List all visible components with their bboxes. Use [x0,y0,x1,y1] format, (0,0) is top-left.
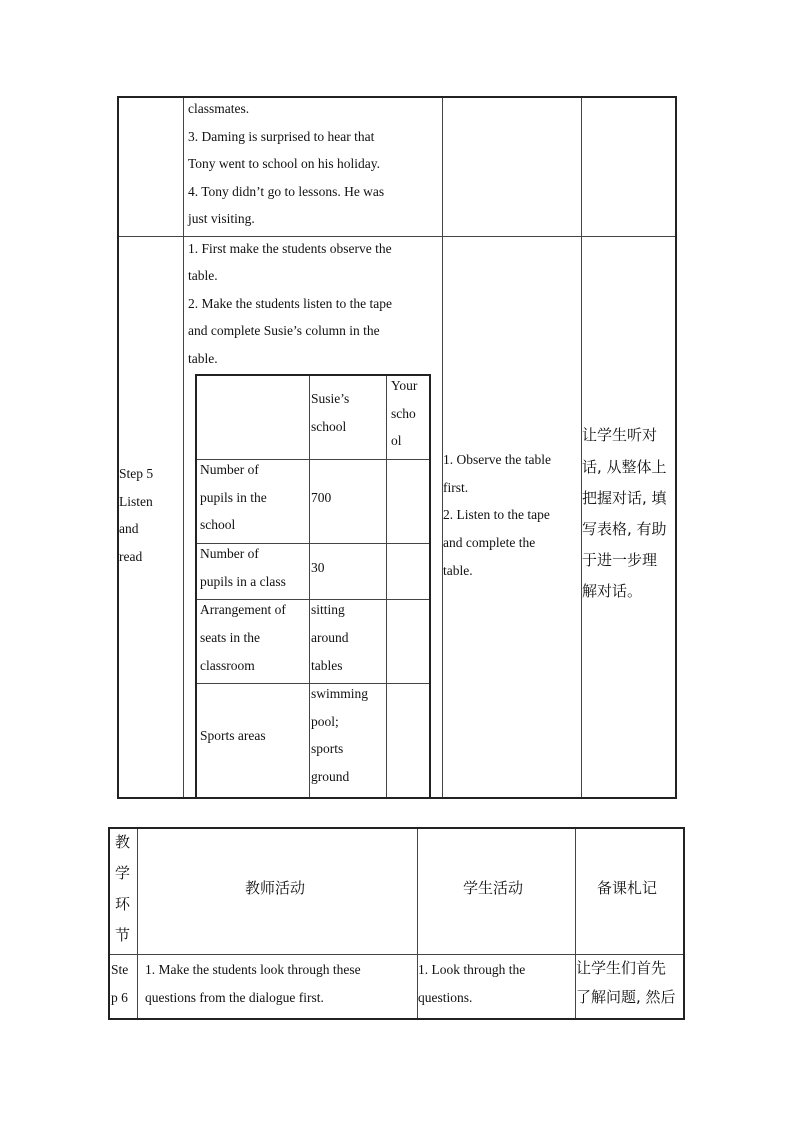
text-line: classmates. [188,101,250,116]
text-line: 1. Look through the [418,962,526,977]
text-line: 解对话。 [582,582,643,600]
column-header: school [311,419,347,434]
text-line: table. [188,351,218,366]
row-value: sitting [311,602,345,617]
column-divider [183,98,184,797]
text-line: table. [443,563,473,578]
row-label: Sports areas [200,728,266,743]
header-char: 教 [115,833,131,851]
text-line: 让学生听对 [582,426,658,444]
text-line: 于进一步理 [582,551,658,569]
row-label: pupils in a class [200,574,286,589]
row-label: Number of [200,546,259,561]
text-line: 了解问题, 然后 [576,988,676,1006]
row-value: 700 [311,490,332,505]
header-char: 环 [115,895,131,913]
column-divider [309,376,310,797]
row-value: ground [311,769,350,784]
row-label: Number of [200,462,259,477]
column-header: Susie’s [311,391,350,406]
row-value: 30 [311,560,325,575]
text-line: Tony went to school on his holiday. [188,156,381,171]
lesson-plan-table-continued [117,96,677,799]
text-line: 3. Daming is surprised to hear that [188,129,375,144]
column-header: scho [391,406,416,421]
text-line: and [119,521,139,536]
row-value: sports [311,741,344,756]
text-line: 4. Tony didn’t go to lessons. He was [188,184,385,199]
text-line: 1. Make the students look through these [145,962,361,977]
text-line: 2. Make the students listen to the tape [188,296,392,311]
text-line: just visiting. [188,211,255,226]
text-line: Step 5 [119,466,154,481]
row-value: swimming [311,686,369,701]
text-line: and complete Susie’s column in the [188,323,380,338]
row-label: school [200,517,236,532]
row-label: Arrangement of [200,602,286,617]
row-value: around [311,630,349,645]
text-line: 话, 从整体上 [582,458,667,476]
row-value: pool; [311,714,339,729]
text-line: questions. [418,990,473,1005]
header-student-activity: 学生活动 [463,879,524,897]
text-line: 2. Listen to the tape [443,507,550,522]
lesson-plan-table [108,827,685,1020]
header-char: 学 [115,864,131,882]
text-line: first. [443,480,469,495]
text-line: questions from the dialogue first. [145,990,324,1005]
text-line: 把握对话, 填 [582,489,667,507]
row-label: classroom [200,658,255,673]
row-label: pupils in the [200,490,267,505]
text-line: and complete the [443,535,536,550]
comparison-table [195,374,431,799]
row-value: tables [311,658,343,673]
text-line: 写表格, 有助 [582,520,667,538]
column-divider [137,829,138,1018]
text-line: read [119,549,143,564]
text-line: 1. First make the students observe the [188,241,392,256]
header-teacher-activity: 教师活动 [245,879,306,897]
column-divider [386,376,387,797]
step-label: Ste [111,962,129,977]
column-header: ol [391,433,402,448]
text-line: 让学生们首先 [576,959,667,977]
header-char: 节 [115,926,131,944]
text-line: table. [188,268,218,283]
column-header: Your [391,378,418,393]
text-line: Listen [119,494,153,509]
row-label: seats in the [200,630,260,645]
header-lesson-notes: 备课札记 [597,879,658,897]
text-line: 1. Observe the table [443,452,551,467]
step-label: p 6 [111,990,128,1005]
